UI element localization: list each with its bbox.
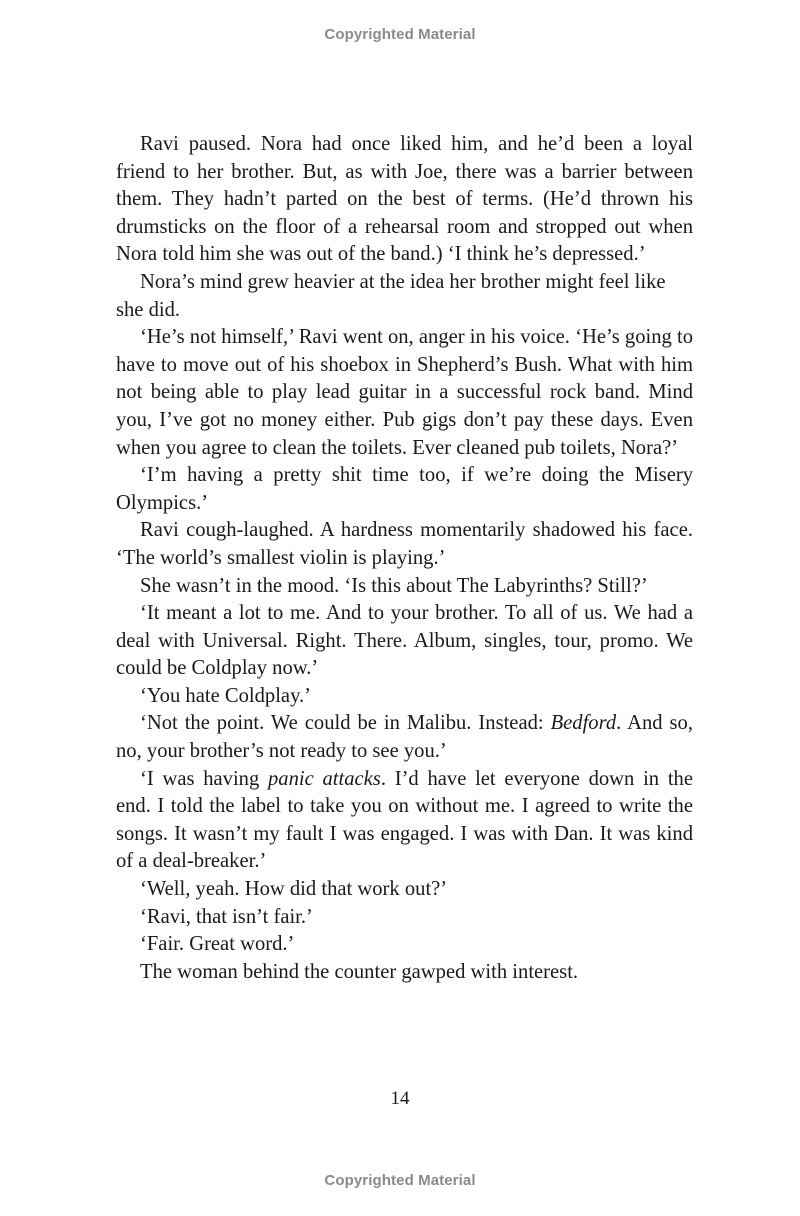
paragraph: ‘He’s not himself,’ Ravi went on, anger in his voice. ‘He’s going to have to move out of his shoebox in Shepherd’s Bush. What with him not being able to play lead guitar in a successful rock band. Mind you, I’ve got no money either. Pub gigs don’t pay these days. Even when you agree to clean the toilets. Ever cleaned pub toilets, Nora?’ [116,326,693,459]
italic-text: Bedford [550,712,617,735]
paragraph: ‘It meant a lot to me. And to your brother. To all of us. We had a deal with Universal. Right. There. Album, singles, tour, promo. We could be Coldplay now.’ [116,602,693,680]
copyright-watermark-top: Copyrighted Material [324,26,476,43]
paragraph: She wasn’t in the mood. ‘Is this about The Labyrinths? Still?’ [140,574,648,597]
paragraph: Ravi paused. Nora had once liked him, and he’d been a loyal friend to her brother. But, as with Joe, there was a barrier between them. They hadn’t parted on the best of terms. (He’d thrown his drumsticks on the floor of a rehearsal room and stropped out when Nora told him she was out of the band.) ‘I think he’s depressed.’ [116,133,693,266]
text-run: . I’d have let everyone down in the end. I told the label to take you on without me. I agreed to write the songs. It wasn’t my fault I was engaged. I was with Dan. It was kind of a deal-breaker.’ [116,767,693,873]
copyright-watermark-bottom: Copyrighted Material [324,1172,476,1189]
paragraph: Ravi cough-laughed. A hardness momentarily shadowed his face. ‘The world’s smallest violin is playing.’ [116,519,693,569]
paragraph: ‘Ravi, that isn’t fair.’ [140,905,313,928]
text-run: ‘Not the point. We could be in Malibu. Instead: [140,712,551,735]
paragraph: ‘You hate Coldplay.’ [140,684,312,707]
text-run: . And so, no, your brother’s not ready to see you.’ [116,712,693,763]
text-run: ‘I was having [140,767,268,790]
page-number: 14 [390,1088,410,1109]
paragraph [116,766,693,876]
paragraph: ‘I’m having a pretty shit time too, if we’re doing the Misery Olympics.’ [116,464,693,514]
paragraph: ‘Fair. Great word.’ [140,933,295,956]
italic-text: panic attacks [268,767,381,790]
paragraph: Nora’s mind grew heavier at the idea her brother might feel like she did. [116,270,666,321]
paragraph: The woman behind the counter gawped with interest. [140,960,579,983]
paragraph [116,710,693,765]
paragraph: ‘Well, yeah. How did that work out?’ [140,878,448,901]
body-text [116,131,693,986]
